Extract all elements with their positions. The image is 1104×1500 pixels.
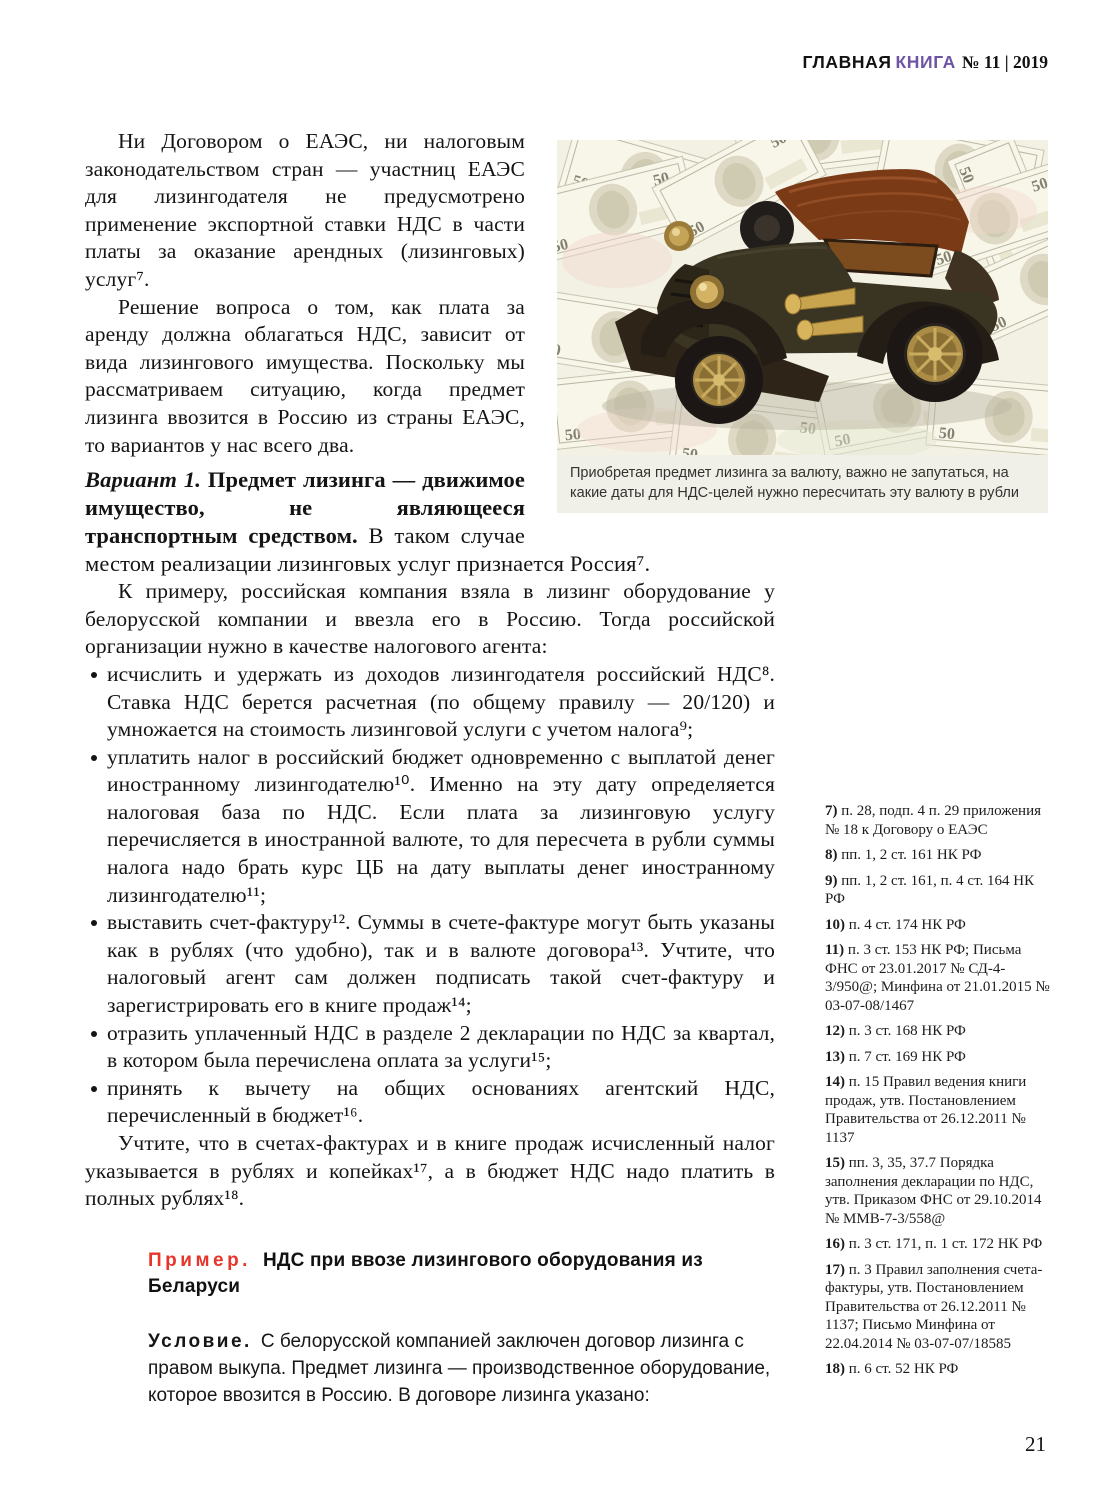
page-number: 21 bbox=[1025, 1432, 1046, 1456]
footnote-text: п. 6 ст. 52 НК РФ bbox=[848, 1361, 959, 1377]
list-item bbox=[85, 1020, 775, 1075]
footnote-text: п. 7 ст. 169 НК РФ bbox=[848, 1048, 966, 1065]
variant-1-label: Вариант 1. bbox=[85, 467, 201, 493]
footnote bbox=[825, 872, 1053, 909]
example-title: НДС при ввозе лизингового оборудования из Беларуси bbox=[148, 1250, 703, 1297]
footnote bbox=[825, 1073, 1053, 1147]
footnote bbox=[825, 1261, 1053, 1354]
footnote bbox=[825, 1022, 1053, 1041]
example-heading bbox=[148, 1248, 776, 1300]
variant-1-bold-text: Предмет лизинга — движимое имущество, не являющееся транспортным средством. bbox=[85, 467, 525, 549]
example-lead-paragraph: К примеру, российская компания взяла в лизинг оборудование у белорусской компании и ввезла его в Россию. Тогда российской организации нужно в качестве налогового агента: bbox=[85, 579, 775, 659]
footnote bbox=[825, 1154, 1053, 1228]
footnote-number: 18) bbox=[825, 1361, 845, 1377]
issue-number: № 11 | 2019 bbox=[961, 52, 1048, 72]
condition-text: С белорусской компанией заключен договор лизинга с правом выкупа. Предмет лизинга — производственное оборудование, которое ввозится в Россию. В договоре лизинга указано: bbox=[148, 1331, 771, 1406]
footnote-number: 14) bbox=[825, 1074, 845, 1090]
magazine-title-purple: КНИГА bbox=[895, 52, 956, 72]
photo-caption: Приобретая предмет лизинга за валюту, важно не запутаться, на какие даты для НДС-целей нужно пересчитать эту валюту в рубли bbox=[557, 455, 1048, 513]
article-body bbox=[85, 128, 775, 1213]
footnote bbox=[825, 916, 1053, 935]
footnotes-sidebar bbox=[825, 802, 1053, 1386]
footnote-number: 11) bbox=[825, 942, 845, 958]
list-item bbox=[85, 661, 775, 744]
footnote bbox=[825, 1048, 1053, 1067]
footnote-number: 13) bbox=[825, 1048, 845, 1065]
footnote-text: п. 28, подп. 4 п. 29 приложения № 18 к Договору о ЕАЭС bbox=[825, 803, 1042, 838]
footnote-text: п. 4 ст. 174 НК РФ bbox=[848, 916, 966, 933]
footnote-text: пп. 1, 2 ст. 161, п. 4 ст. 164 НК РФ bbox=[825, 872, 1035, 907]
footnote-text: пп. 3, 35, 37.7 Порядка заполнения декларации по НДС, утв. Приказом ФНС от 29.10.2014 № ММВ-7-3/558@ bbox=[825, 1155, 1042, 1227]
list-item bbox=[85, 909, 775, 1019]
footnote bbox=[825, 846, 1053, 865]
footnote-number: 10) bbox=[825, 916, 845, 933]
list-item-text: исчислить и удержать из доходов лизингодателя российский НДС⁸. Ставка НДС берется расчетная (по общему правилу — 20/120) и умножается на стоимость лизинговой услуги с учетом налога⁹; bbox=[107, 661, 775, 742]
footnote-number: 7) bbox=[825, 803, 838, 819]
footnote-text: пп. 1, 2 ст. 161 НК РФ bbox=[841, 847, 982, 863]
list-item-text: принять к вычету на общих основаниях агентский НДС, перечисленный в бюджет¹⁶. bbox=[107, 1075, 775, 1128]
list-item bbox=[85, 1075, 775, 1130]
footnote-number: 12) bbox=[825, 1023, 845, 1039]
footnote-number: 17) bbox=[825, 1261, 845, 1278]
footnote-number: 8) bbox=[825, 847, 838, 863]
footnote-text: п. 3 ст. 168 НК РФ bbox=[848, 1023, 966, 1039]
page-header bbox=[802, 52, 1048, 73]
footnote bbox=[825, 941, 1053, 1015]
condition-label: Условие. bbox=[148, 1331, 252, 1352]
example-section bbox=[148, 1248, 776, 1409]
tax-agent-duties-list bbox=[85, 661, 775, 1130]
footnote-text: п. 15 Правил ведения книги продаж, утв. Постановлением Правительства от 26.12.2011 № 1137 bbox=[825, 1074, 1027, 1146]
note-paragraph: Учтите, что в счетах-фактурах и в книге продаж исчисленный налог указывается в рублях и копейках¹⁷, а в бюджет НДС надо платить в полных рублях¹⁸. bbox=[85, 1131, 775, 1211]
list-item-text: уплатить налог в российский бюджет одновременно с выплатой денег иностранному лизингодателю¹⁰. Именно на эту дату определяется налоговая база по НДС. Если плата за лизинговую услугу перечисляется в иностранной валюте, то для пересчета в рубли суммы налога надо брать курс ЦБ на дату выплаты денег иностранному лизингодателю¹¹; bbox=[107, 744, 775, 907]
footnote-number: 15) bbox=[825, 1155, 845, 1171]
footnote-number: 9) bbox=[825, 872, 838, 889]
list-item bbox=[85, 744, 775, 910]
footnote-text: п. 3 Правил заполнения счета-фактуры, утв. Постановлением Правительства от 26.12.2011 № 1137; Письмо Минфина от 22.04.2014 № 03-07-07/18585 bbox=[825, 1261, 1043, 1352]
photo-wrap-spacer bbox=[525, 128, 775, 540]
footnote-text: п. 3 ст. 153 НК РФ; Письма ФНС от 23.01.2017 № СД-4-3/950@; Минфина от 21.01.2015 № 03-07-08/1467 bbox=[825, 942, 1050, 1014]
footnote bbox=[825, 802, 1053, 839]
intro-paragraph-1: Ни Договором о ЕАЭС, ни налоговым законодательством стран — участниц ЕАЭС для лизингодателя не предусмотрено применение экспортной ставки НДС в части платы за оказание арендных (лизинговых) услуг⁷. bbox=[85, 129, 525, 291]
list-item-text: выставить счет-фактуру¹². Суммы в счете-фактуре могут быть указаны как в рублях (что удобно), так и в валюте договора¹³. Учтите, что налоговый агент сам должен подписать такой счет-фактуру и зарегистрировать его в книге продаж¹⁴; bbox=[107, 910, 775, 1018]
variant-1-regular-text: В таком случае местом реализации лизинговых услуг признается Россия⁷. bbox=[85, 523, 651, 577]
footnote-number: 16) bbox=[825, 1236, 845, 1252]
condition-paragraph bbox=[148, 1328, 776, 1409]
footnote bbox=[825, 1360, 1053, 1379]
list-item-text: отразить уплаченный НДС в разделе 2 декларации по НДС за квартал, в котором была перечислена оплата за услуги¹⁵; bbox=[107, 1020, 775, 1073]
footnote-text: п. 3 ст. 171, п. 1 ст. 172 НК РФ bbox=[848, 1236, 1043, 1252]
intro-paragraph-2: Решение вопроса о том, как плата за аренду должна облагаться НДС, зависит от вида лизингового имущества. Поскольку мы рассматриваем ситуацию, когда предмет лизинга ввозится в Россию из страны ЕАЭС, то вариантов у нас всего два. bbox=[85, 294, 525, 457]
footnote bbox=[825, 1235, 1053, 1254]
magazine-title-black: ГЛАВНАЯ bbox=[802, 52, 892, 72]
example-label: Пример. bbox=[148, 1250, 251, 1271]
